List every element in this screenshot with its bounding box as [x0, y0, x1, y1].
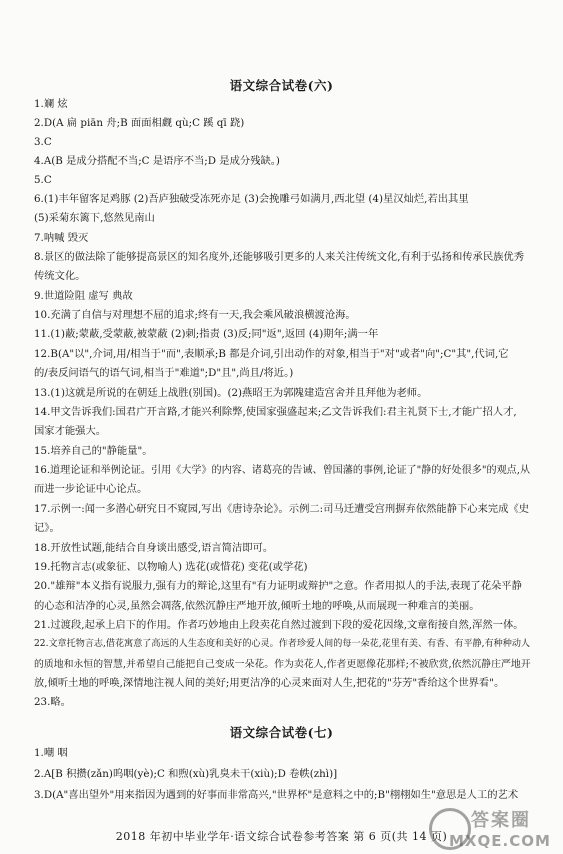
answer-line: 22.文章托物言志,借花寓意了高远的人生态度和美好的心灵。作者珍爱人间的每一朵花,花里有美、有香、有平静,有种种动人 [34, 639, 531, 649]
answer-line: 传统文化。 [34, 270, 86, 282]
answer-line: 14.甲文告诉我们:国君广开言路,才能兴利除弊,使国家强盛起来;乙文告诉我们:君主礼贤下士,才能广招人才, [34, 406, 517, 418]
answer-line: 19.托物言志(或象征、以物喻人) 选花(或惜花) 变花(或学花) [34, 561, 308, 573]
answer-line: 11.(1)蔽;蒙蔽,受蒙蔽,被蒙蔽 (2)刺;指责 (3)反;同"返",返回 (4)期年;满一年 [34, 328, 379, 340]
answer-line: 21.过渡段,起承上启下的作用。作者巧妙地由上段卖花自然过渡到下段的爱花因缘,文章衔接自然,浑然一体。 [34, 619, 524, 631]
answer-line: 1.斓 炫 [34, 98, 68, 110]
answer-line: 4.A(B 是成分搭配不当;C 是语序不当;D 是成分残缺。) [34, 155, 280, 167]
watermark-url: MXQE.COM [449, 832, 551, 850]
answer-line: 2.D(A 扁 piān 舟;B 面面相觑 qù;C 蹊 qī 跷) [34, 117, 245, 129]
answer-line: 7.呐喊 毁灭 [34, 232, 89, 244]
answer-line: 1.嘲 咽 [34, 747, 68, 759]
watermark-text: 答案圈 [471, 810, 531, 831]
answer-line: 3.C [34, 136, 52, 148]
answer-line: (5)采菊东篱下,悠然见南山 [34, 212, 155, 224]
answer-line: 的质地和永恒的智慧,并希望自己能把自己变成一朵花。作为卖花人,作者更愿像花那样;不被欣赏,依然沉静庄严地开 [34, 659, 531, 670]
answer-line: 而进一步论证中心论点。 [34, 483, 148, 495]
page-footer: 2018 年初中毕业学年·语文综合试卷参考答案 第 6 页(共 14 页) [115, 830, 448, 843]
answer-line: 13.(1)这就是所说的在朝廷上战胜(别国)。(2)燕昭王为郭隗建造宫舍并且拜他为老师。 [34, 387, 428, 399]
answer-line: 18.开放性试题,能结合自身谈出感受,语言简洁即可。 [34, 542, 274, 554]
section-title-6: 语文综合试卷(六) [229, 78, 334, 93]
answer-line: 10.充满了自信与对理想不屈的追求;终有一天,我会乘风破浪横渡沧海。 [34, 309, 356, 321]
answer-line: 8.景区的做法除了能够提高景区的知名度外,还能够吸引更多的人来关注传统文化,有利于弘扬和传承民族优秀 [34, 251, 525, 263]
answer-line: 记》。 [34, 522, 60, 534]
answer-line: 16.道理论证和举例论证。引用《大学》的内容、诸葛亮的告诫、曾国藩的事例,论证了"静的好处很多"的观点,从 [34, 465, 531, 476]
answer-line: 的/表反问语气的语气词,相当于"难道";D"且",尚且/将近。) [34, 367, 294, 379]
answer-line: 12.B(A"以",介词,用/相当于"而",表顺承;B 都是介词,引出动作的对象,相当于"对"或者"向";C"其",代词,它 [34, 348, 509, 360]
answer-line: 6.(1)丰年留客足鸡豚 (2)吾庐独破受冻死亦足 (3)会挽雕弓如满月,西北望 (4)星汉灿烂,若出其里 [34, 193, 469, 205]
watermark-logo [427, 804, 557, 850]
answer-line: 3.D(A"喜出望外"用来指因为遇到的好事而非常高兴,"世界杯"是意料之中的;B"栩栩如生"意思是人工的艺术 [34, 789, 519, 801]
answer-line: 15.培养自己的"静能量"。 [34, 445, 153, 457]
answer-line: 17.示例一:闻一多潜心研究日不窥园,写出《唐诗杂论》。示例二:司马迁遭受宫刑摒弃依然能静下心来完成《史 [34, 503, 530, 515]
answer-line: 2.A[B 积攒(zǎn)呜咽(yè);C 和煦(xù)乳臭未干(xiù);D 卷帙(zhì)] [34, 768, 338, 780]
answer-line: 20."雄辩"本义指有说服力,强有力的辩论,这里有"有力证明或辩护"之意。作者用拟人的手法,表现了花朵平静 [34, 580, 522, 592]
answer-line: 国家才能强大。 [34, 425, 107, 437]
answer-line: 9.世道险阻 虚写 典故 [34, 290, 133, 302]
answer-line: 23.略。 [34, 696, 71, 708]
answer-line: 5.C [34, 174, 52, 186]
answer-line: 放,倾听土地的呼唤,深情地注视人间的美好;用更洁净的心灵来面对人生,把花的"芬芳"香给这个世界看"。 [34, 677, 505, 689]
section-title-7: 语文综合试卷(七) [229, 725, 334, 740]
answer-line: 的心态和洁净的心灵,虽然会凋落,依然沉静庄严地开放,倾听土地的呼唤,从而展现一种难言的美丽。 [34, 600, 480, 612]
